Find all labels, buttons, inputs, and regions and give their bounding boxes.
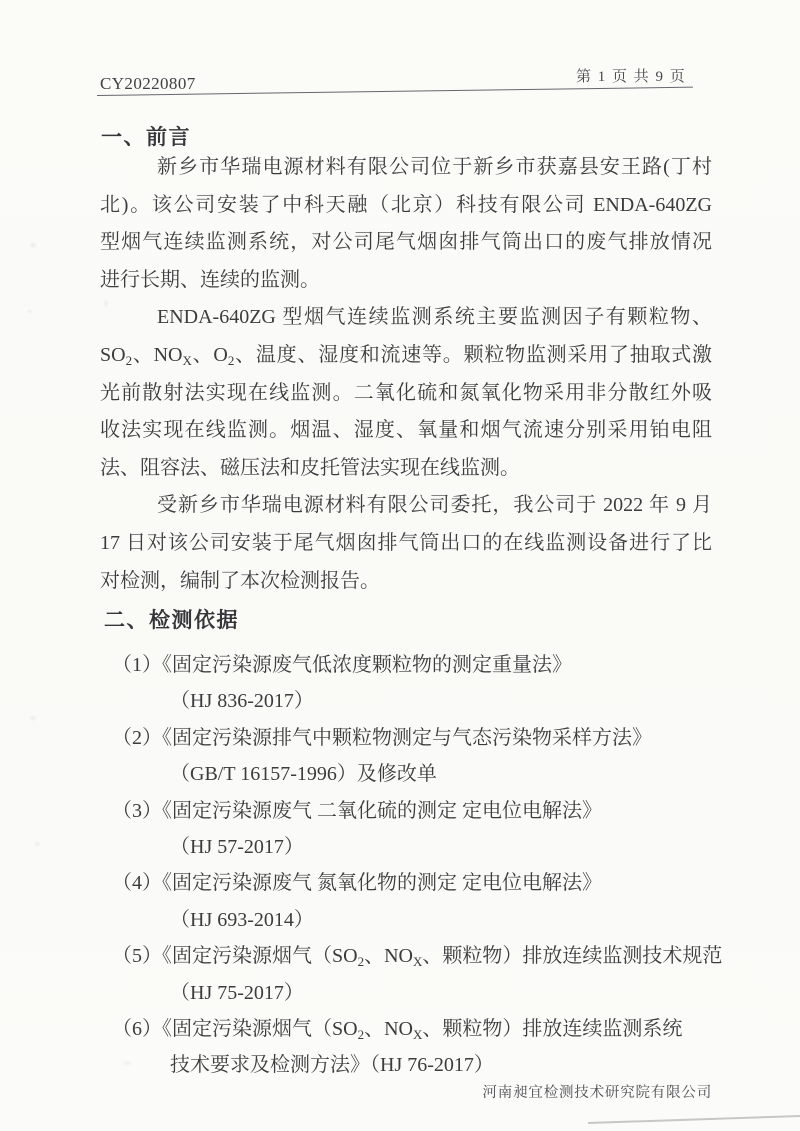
page-indicator: 第 1 页 共 9 页: [576, 69, 687, 85]
list-item-title: [100, 1011, 800, 1047]
doc-number: CY20220807: [100, 74, 196, 93]
list-item-title: [100, 720, 800, 756]
list-item-ref: 技术要求及检测方法》（HJ 76-2017）: [170, 1054, 494, 1077]
paragraph-line: 受新乡市华瑞电源材料有限公司委托，我公司于 2022 年 9 月: [157, 494, 712, 517]
paragraph-line: $SO_2$、$NO_X$、$O_2$、温度、湿度和流速等。颗粒物监测采用了抽取式激: [100, 343, 712, 368]
list-item-number: （1）: [112, 654, 162, 676]
list-item-title: [100, 793, 800, 829]
paragraph-line: 进行长期、连续的监测。: [100, 268, 320, 291]
scan-speck: [27, 310, 32, 313]
list-item-title: [100, 938, 800, 974]
scan-speck: [104, 300, 108, 307]
list-item-ref: （HJ 75-2017）: [170, 981, 304, 1004]
paragraph-line: 17 日对该公司安装于尾气烟囱排气筒出口的在线监测设备进行了比: [100, 531, 712, 554]
paragraph-line: 对检测，编制了本次检测报告。: [100, 569, 380, 592]
list-item-ref: （HJ 693-2014）: [170, 908, 314, 931]
list-item-ref: （HJ 57-2017）: [170, 835, 304, 858]
list-item-number: （5）: [112, 945, 162, 968]
paragraph-line: 法、阻容法、磁压法和皮托管法实现在线监测。: [100, 456, 520, 479]
section-1-heading: 一、前言: [101, 125, 191, 149]
list-item-number: （6）: [112, 1017, 162, 1040]
paragraph-line: 型烟气连续监测系统，对公司尾气烟囱排气筒出口的废气排放情况: [100, 231, 712, 254]
scan-speck: [30, 716, 36, 720]
paragraph-line: 北)。该公司安装了中科天融（北京）科技有限公司 ENDA-640ZG: [100, 193, 712, 216]
standard-title: 《固定污染源烟气（$SO_2$、$NO_X$、颗粒物）排放连续监测技术规范: [162, 945, 723, 970]
scan-speck: [35, 842, 40, 846]
scan-speck: [30, 243, 36, 247]
preface-body: [100, 149, 712, 600]
standard-title: 《固定污染源废气低浓度颗粒物的测定重量法》: [162, 654, 572, 676]
paragraph-line: 收法实现在线监测。烟温、湿度、氧量和烟气流速分别采用铂电阻: [100, 419, 712, 442]
standard-title: 《固定污染源废气 二氧化硫的测定 定电位电解法》: [162, 799, 602, 822]
standard-title: 《固定污染源废气 氮氧化物的测定 定电位电解法》: [162, 872, 602, 895]
standard-title: 《固定污染源排气中颗粒物测定与气态污染物采样方法》: [162, 726, 652, 749]
list-item-number: （4）: [112, 872, 162, 895]
paragraph-line: ENDA-640ZG 型烟气连续监测系统主要监测因子有颗粒物、: [157, 306, 712, 329]
section-2-heading: 二、检测依据: [104, 608, 239, 632]
company-footer: 河南昶宜检测技术研究院有限公司: [482, 1085, 712, 1101]
scan-speck: [123, 1062, 131, 1065]
scan-artifact-line: [588, 1115, 800, 1124]
reference-list: [100, 647, 800, 1084]
list-item-number: （3）: [112, 799, 162, 822]
paragraph-line: 新乡市华瑞电源材料有限公司位于新乡市获嘉县安王路(丁村: [157, 156, 712, 178]
list-item-title: [100, 647, 800, 683]
list-item-ref: （GB/T 16157-1996）及修改单: [170, 763, 437, 786]
list-item-title: [100, 865, 800, 901]
standard-title: 《固定污染源烟气（$SO_2$、$NO_X$、颗粒物）排放连续监测系统: [162, 1017, 683, 1042]
list-item-number: （2）: [112, 726, 162, 749]
list-item-ref: （HJ 836-2017）: [170, 690, 314, 713]
paragraph-line: 光前散射法实现在线监测。二氧化硫和氮氧化物采用非分散红外吸: [100, 381, 712, 404]
